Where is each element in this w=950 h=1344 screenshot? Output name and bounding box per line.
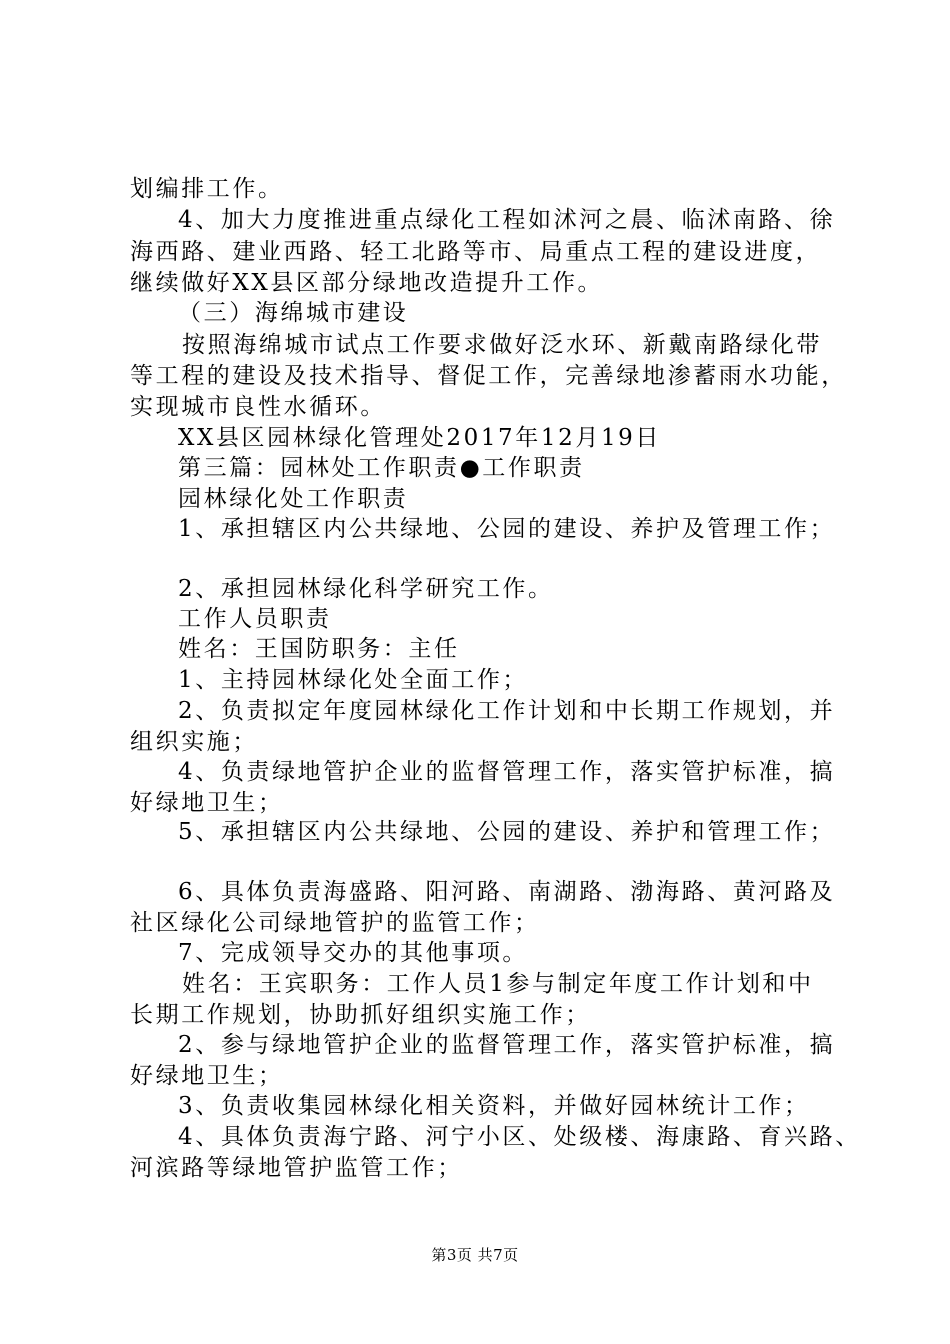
text-line: 姓名：王宾职务：工作人员1参与制定年度工作计划和中 — [182, 971, 814, 997]
text-line: 4、具体负责海宁路、河宁小区、处级楼、海康路、育兴路、 — [178, 1124, 861, 1150]
section-heading: 工作人员职责 — [178, 606, 332, 632]
text-line: 1、承担辖区内公共绿地、公园的建设、养护及管理工作； — [178, 516, 836, 542]
text-line: 社区绿化公司绿地管护的监管工作； — [130, 910, 540, 936]
text-line: 继续做好XX县区部分绿地改造提升工作。 — [130, 270, 604, 296]
text-line: 好绿地卫生； — [130, 790, 284, 816]
section-heading: 园林绿化处工作职责 — [178, 486, 409, 512]
text-line: 实现城市良性水循环。 — [130, 394, 386, 420]
section-heading: （三）海绵城市建设 — [178, 300, 409, 326]
text-line: 4、负责绿地管护企业的监督管理工作，落实管护标准，搞 — [178, 759, 836, 785]
chapter-title: 第三篇：园林处工作职责●工作职责 — [178, 455, 585, 481]
page-number-footer: 第3页 共7页 — [431, 1246, 519, 1264]
text-line: 2、承担园林绿化科学研究工作。 — [178, 576, 554, 602]
text-line: 4、加大力度推进重点绿化工程如沭河之晨、临沭南路、徐 — [178, 207, 836, 233]
text-line: 长期工作规划，协助抓好组织实施工作； — [130, 1002, 591, 1028]
signature-date-line: XX县区园林绿化管理处2017年12月19日 — [178, 425, 662, 451]
text-line: 5、承担辖区内公共绿地、公园的建设、养护和管理工作； — [178, 819, 836, 845]
text-line: 等工程的建设及技术指导、督促工作，完善绿地渗蓄雨水功能， — [130, 363, 847, 389]
text-line: 3、负责收集园林绿化相关资料，并做好园林统计工作； — [178, 1093, 810, 1119]
text-line: 组织实施； — [130, 729, 258, 755]
text-line: 按照海绵城市试点工作要求做好泛水环、新戴南路绿化带 — [182, 332, 822, 358]
text-line: 划编排工作。 — [130, 176, 284, 202]
text-line: 好绿地卫生； — [130, 1063, 284, 1089]
text-line: 1、主持园林绿化处全面工作； — [178, 667, 529, 693]
text-line: 6、具体负责海盛路、阳河路、南湖路、渤海路、黄河路及 — [178, 879, 836, 905]
text-line: 2、负责拟定年度园林绿化工作计划和中长期工作规划，并 — [178, 698, 836, 724]
text-line: 姓名：王国防职务：主任 — [178, 636, 460, 662]
text-line: 河滨路等绿地管护监管工作； — [130, 1155, 463, 1181]
text-line: 2、参与绿地管护企业的监督管理工作，落实管护标准，搞 — [178, 1032, 836, 1058]
text-line: 海西路、建业西路、轻工北路等市、局重点工程的建设进度， — [130, 239, 822, 265]
text-line: 7、完成领导交办的其他事项。 — [178, 940, 529, 966]
